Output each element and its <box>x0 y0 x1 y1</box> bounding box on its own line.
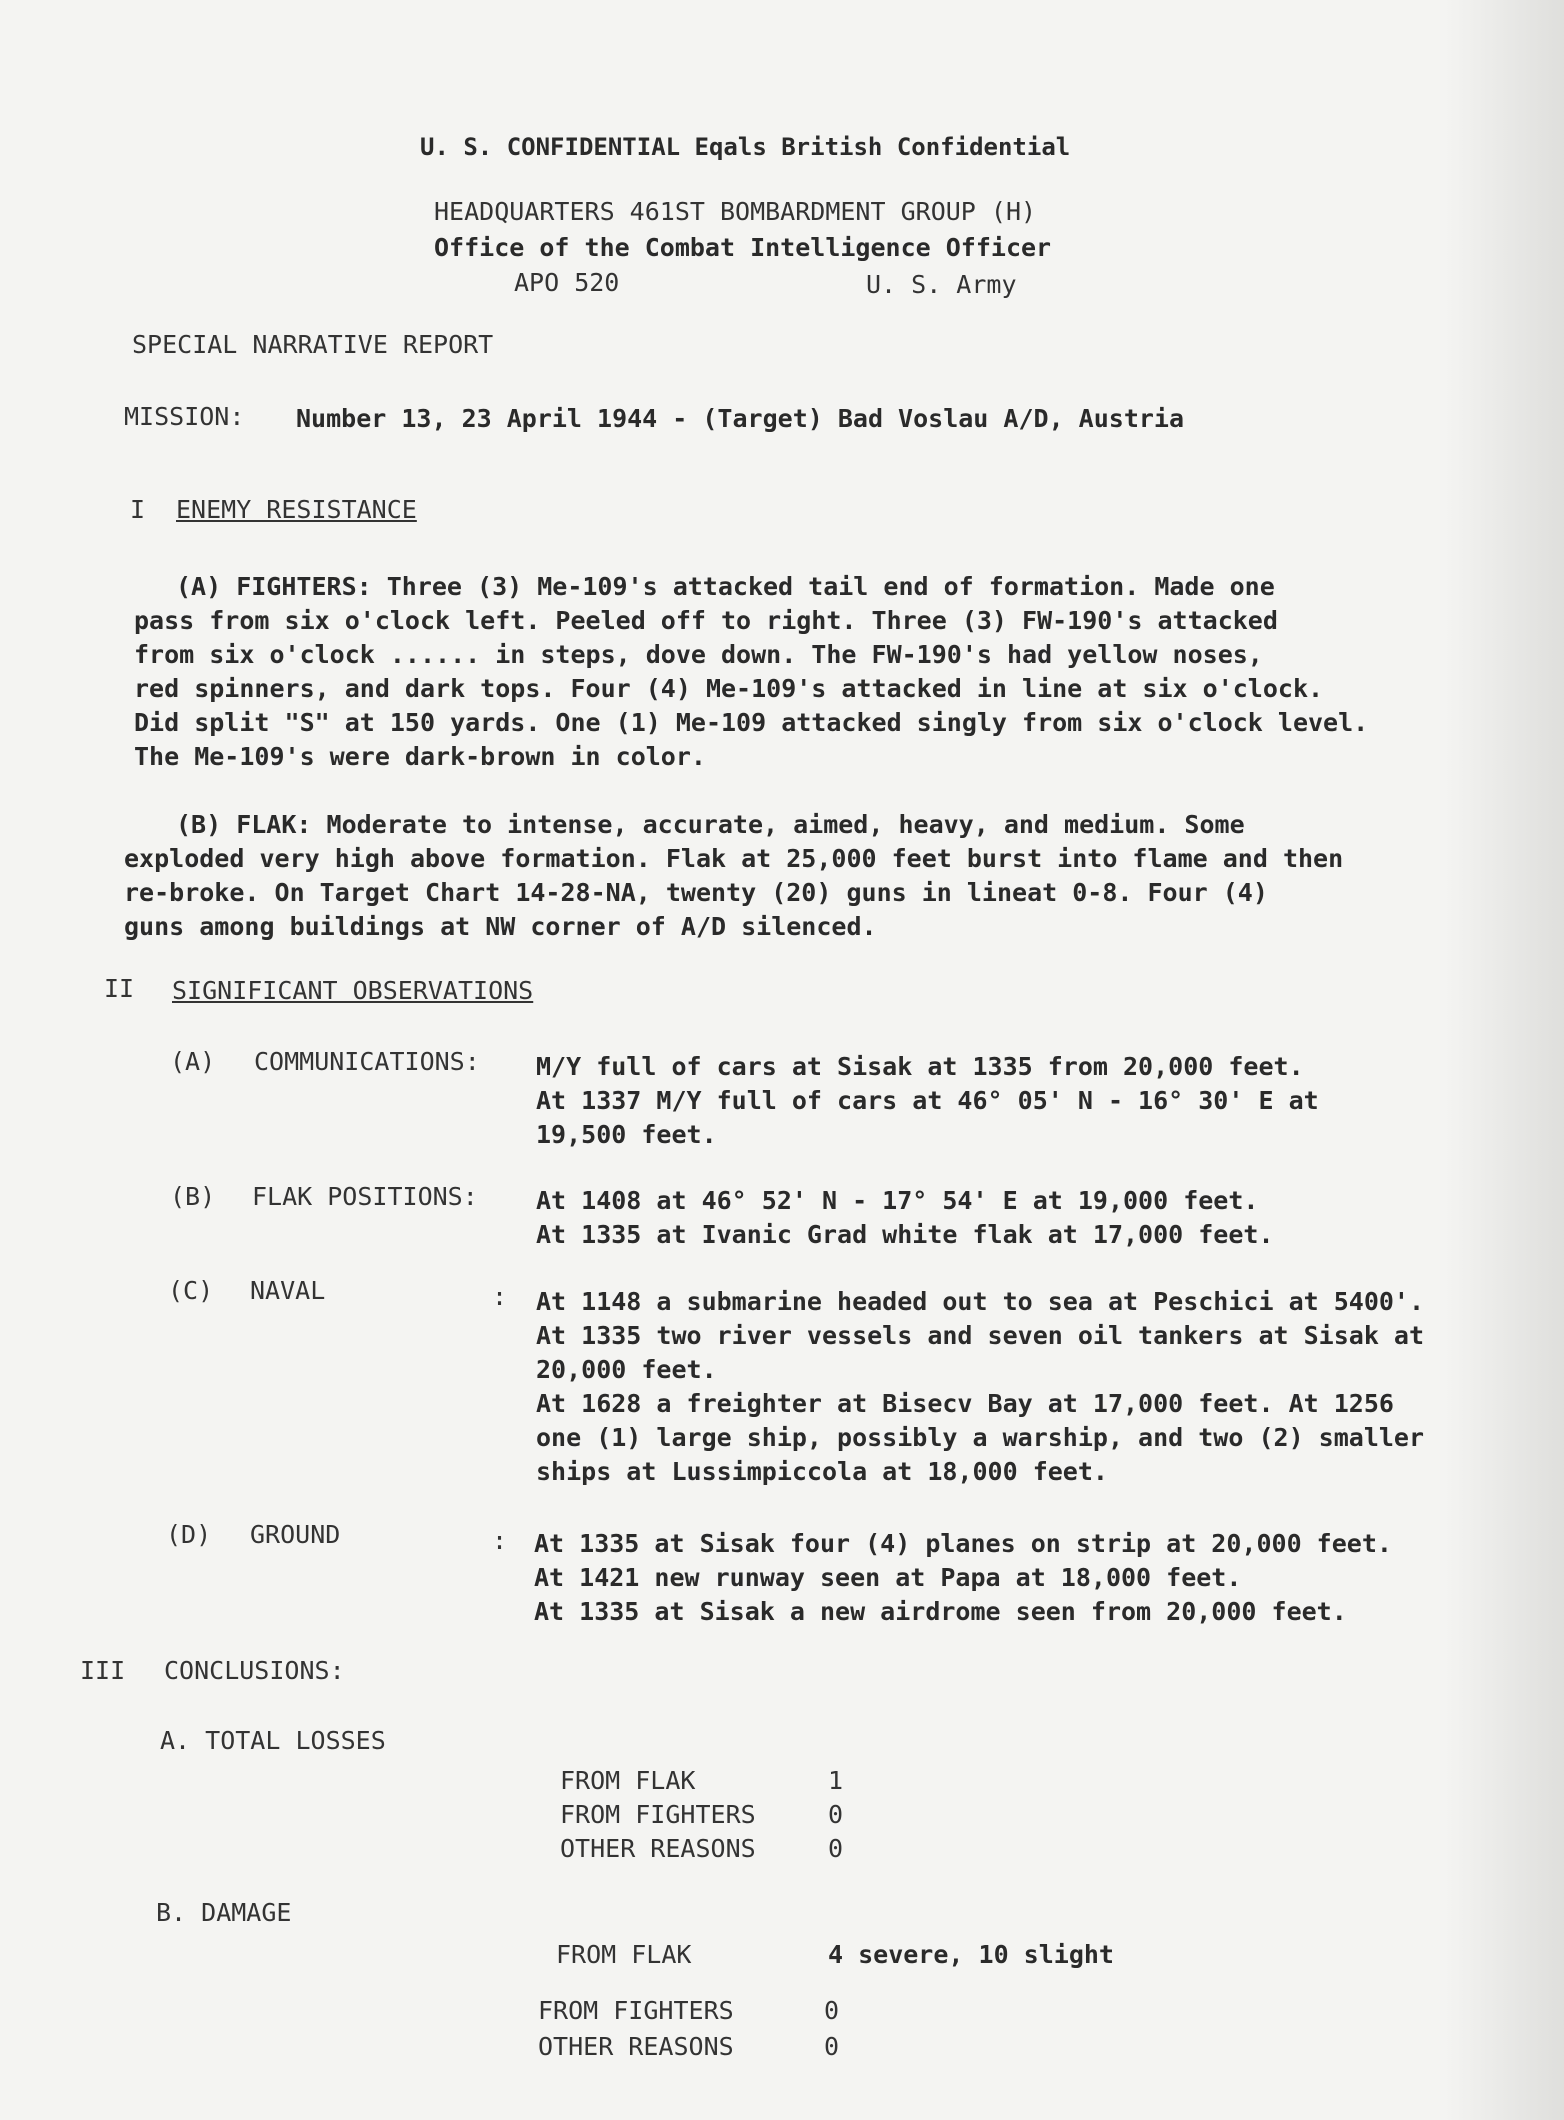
flak-line: guns among buildings at NW corner of A/D silenced. <box>124 912 877 941</box>
fighters-line: pass from six o'clock left. Peeled off to right. Three (3) FW-190's attacked <box>134 606 1278 635</box>
damage-fighters-value: 0 <box>824 1996 840 2025</box>
fighters-line: Did split "S" at 150 yards. One (1) Me-109 attacked singly from six o'clock level. <box>134 708 1369 737</box>
fighters-line: from six o'clock ...... in steps, dove down. The FW-190's had yellow noses, <box>134 640 1263 669</box>
obs-b-label: FLAK POSITIONS: <box>252 1182 478 1211</box>
mission-label: MISSION: <box>124 402 245 431</box>
hq-line: HEADQUARTERS 461ST BOMBARDMENT GROUP (H) <box>434 197 1037 226</box>
obs-a-label: COMMUNICATIONS: <box>254 1047 480 1076</box>
office-line: Office of the Combat Intelligence Officer <box>434 233 1052 262</box>
obs-a-text <box>536 1050 1319 1152</box>
obs-c-letter: (C) <box>168 1276 214 1305</box>
flak-paragraph <box>124 808 1343 944</box>
obs-a-letter: (A) <box>170 1047 216 1076</box>
obs-line: At 1421 new runway seen at Papa at 18,000 feet. <box>534 1563 1242 1592</box>
obs-line: ships at Lussimpiccola at 18,000 feet. <box>536 1457 1108 1486</box>
obs-line: At 1335 at Ivanic Grad white flak at 17,000 feet. <box>536 1220 1274 1249</box>
damage-heading: B. DAMAGE <box>156 1898 292 1927</box>
obs-line: one (1) large ship, possibly a warship, and two (2) smaller <box>536 1423 1425 1452</box>
section-2-numeral: II <box>104 974 135 1003</box>
damage-flak-value: 4 severe, 10 slight <box>828 1940 1114 1969</box>
page-edge-shadow <box>1444 0 1564 2120</box>
mission-text: Number 13, 23 April 1944 - (Target) Bad Voslau A/D, Austria <box>296 404 1185 433</box>
obs-line: At 1337 M/Y full of cars at 46° 05' N - 16° 30' E at <box>536 1086 1319 1115</box>
obs-line: 20,000 feet. <box>536 1355 717 1384</box>
obs-c-colon: : <box>492 1282 508 1311</box>
damage-flak-label: FROM FLAK <box>556 1940 692 1969</box>
obs-b-text <box>536 1184 1274 1252</box>
losses-fighters-value: 0 <box>828 1800 844 1829</box>
damage-other-label: OTHER REASONS <box>538 2032 734 2061</box>
classification-line: U. S. CONFIDENTIAL Eqals British Confidential <box>420 133 1071 161</box>
section-2-heading: SIGNIFICANT OBSERVATIONS <box>172 976 534 1005</box>
army-line: U. S. Army <box>866 270 1017 299</box>
obs-line: At 1628 a freighter at Bisecv Bay at 17,000 feet. At 1256 <box>536 1389 1394 1418</box>
flak-line: re-broke. On Target Chart 14-28-NA, twenty (20) guns in lineat 0-8. Four (4) <box>124 878 1268 907</box>
losses-other-value: 0 <box>828 1834 844 1863</box>
damage-other-value: 0 <box>824 2032 840 2061</box>
losses-flak-value: 1 <box>828 1766 844 1795</box>
fighters-line: (A) FIGHTERS: Three (3) Me-109's attacked tail end of formation. Made one <box>176 572 1275 601</box>
obs-d-label: GROUND <box>250 1520 341 1549</box>
report-title: SPECIAL NARRATIVE REPORT <box>132 330 494 359</box>
section-1-numeral: I <box>130 495 146 524</box>
obs-c-label: NAVAL <box>250 1276 326 1305</box>
flak-line: exploded very high above formation. Flak at 25,000 feet burst into flame and then <box>124 844 1344 873</box>
losses-fighters-label: FROM FIGHTERS <box>560 1800 756 1829</box>
obs-line: 19,500 feet. <box>536 1120 717 1149</box>
losses-flak-label: FROM FLAK <box>560 1766 696 1795</box>
obs-line: At 1408 at 46° 52' N - 17° 54' E at 19,000 feet. <box>536 1186 1259 1215</box>
obs-d-letter: (D) <box>166 1520 212 1549</box>
section-1-heading: ENEMY RESISTANCE <box>176 495 417 524</box>
section-3-heading: CONCLUSIONS: <box>164 1656 345 1685</box>
obs-b-letter: (B) <box>170 1182 216 1211</box>
obs-d-text <box>534 1527 1392 1629</box>
damage-fighters-label: FROM FIGHTERS <box>538 1996 734 2025</box>
losses-other-label: OTHER REASONS <box>560 1834 756 1863</box>
obs-line: At 1148 a submarine headed out to sea at Peschici at 5400'. <box>536 1287 1425 1316</box>
obs-line: At 1335 at Sisak four (4) planes on strip at 20,000 feet. <box>534 1529 1392 1558</box>
fighters-line: The Me-109's were dark-brown in color. <box>134 742 706 771</box>
obs-line: At 1335 two river vessels and seven oil tankers at Sisak at <box>536 1321 1425 1350</box>
obs-d-colon: : <box>492 1526 508 1555</box>
fighters-paragraph <box>134 570 1368 774</box>
obs-line: M/Y full of cars at Sisak at 1335 from 20,000 feet. <box>536 1052 1304 1081</box>
section-3-numeral: III <box>80 1656 126 1685</box>
fighters-line: red spinners, and dark tops. Four (4) Me-109's attacked in line at six o'clock. <box>134 674 1324 703</box>
flak-line: (B) FLAK: Moderate to intense, accurate, aimed, heavy, and medium. Some <box>176 810 1245 839</box>
apo-line: APO 520 <box>514 268 620 297</box>
losses-heading: A. TOTAL LOSSES <box>160 1726 386 1755</box>
obs-line: At 1335 at Sisak a new airdrome seen from 20,000 feet. <box>534 1597 1347 1626</box>
obs-c-text <box>536 1285 1424 1489</box>
